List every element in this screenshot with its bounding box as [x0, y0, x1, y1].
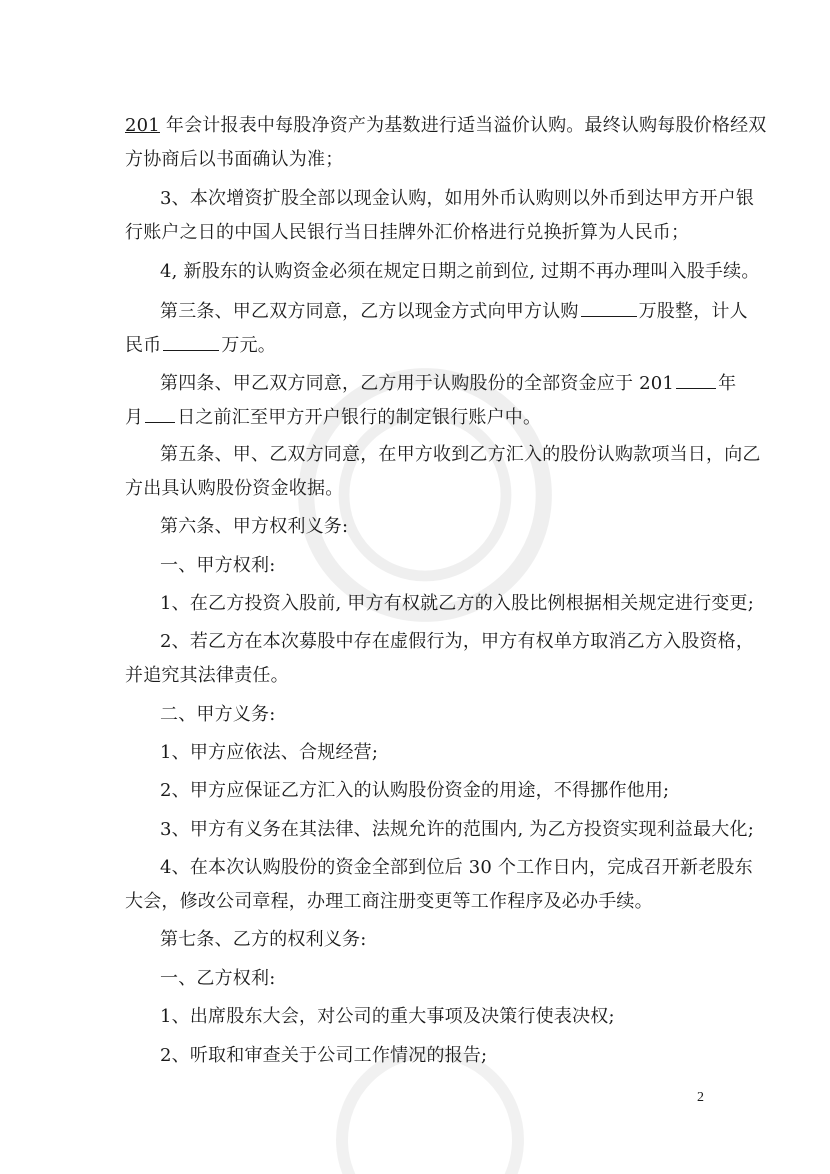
page-number: 2 — [697, 1090, 704, 1105]
text-line — [160, 554, 275, 578]
text-line — [160, 298, 748, 324]
text-segment: 第五条、甲、乙双方同意，在甲方收到乙方汇入的股份认购款项当日，向乙 — [160, 444, 761, 465]
fill-in-blank — [676, 370, 716, 389]
text-line — [160, 515, 348, 539]
text-segment: 一、甲方权利: — [160, 555, 276, 576]
text-segment: 2、若乙方在本次募股中存在虚假行为，甲方有权单方取消乙方入股资格， — [160, 631, 755, 652]
text-line — [160, 741, 378, 765]
text-segment: 第四条、甲乙双方同意，乙方用于认购股份的全部资金应于 201 — [160, 373, 675, 394]
text-segment: 1、在乙方投资入股前, 甲方有权就乙方的入股比例根据相关规定进行变更; — [160, 593, 754, 614]
text-segment: 4、在本次认购股份的资金全部到位后 30 个工作日内，完成召开新老股东 — [160, 857, 753, 878]
text-segment: 方协商后以书面确认为准； — [125, 149, 344, 170]
text-segment: 3、甲方有义务在其法律、法规允许的范围内, 为乙方投资实现利益最大化; — [160, 819, 754, 840]
text-line — [160, 592, 754, 616]
text-line — [160, 703, 275, 727]
text-segment: 大会，修改公司章程，办理工商注册变更等工作程序及必办手续。 — [125, 891, 653, 912]
text-segment: 并追究其法律责任。 — [125, 665, 289, 686]
text-segment: 行账户之日的中国人民银行当日挂牌外汇价格进行兑换折算为人民币； — [125, 222, 690, 243]
fill-in-blank — [163, 332, 219, 351]
text-segment: 第六条、甲方权利义务: — [160, 516, 349, 537]
text-segment: 第三条、甲乙双方同意，乙方以现金方式向甲方认购 — [160, 301, 579, 322]
text-line — [160, 187, 754, 211]
text-line — [125, 404, 541, 430]
text-line — [125, 148, 343, 172]
text-segment: 月 — [125, 407, 144, 428]
text-segment: 二、甲方义务: — [160, 704, 276, 725]
text-line — [160, 1005, 615, 1029]
text-line — [125, 477, 343, 501]
text-line — [160, 1044, 487, 1068]
text-segment: 一、乙方权利: — [160, 968, 276, 989]
text-segment: 3、本次增资扩股全部以现金认购，如用外币认购则以外币到达甲方开户银 — [160, 188, 755, 209]
text-segment: 第七条、乙方的权利义务: — [160, 929, 367, 950]
text-segment: 2、甲方应保证乙方汇入的认购股份资金的用途，不得挪作他用; — [160, 780, 670, 801]
text-segment: 民币 — [125, 335, 162, 356]
text-line — [160, 443, 761, 467]
text-line — [125, 114, 767, 138]
text-line — [160, 779, 669, 803]
text-line — [160, 260, 760, 284]
text-segment: 万股整，计人 — [638, 301, 748, 322]
text-segment: 万元。 — [221, 335, 277, 356]
text-segment: 2、听取和审查关于公司工作情况的报告; — [160, 1045, 488, 1066]
text-segment: 年会计报表中每股净资产为基数进行适当溢价认购。最终认购每股价格经双 — [159, 115, 767, 136]
fill-in-blank — [581, 298, 637, 317]
text-line — [125, 664, 289, 688]
text-segment: 4, 新股东的认购资金必须在规定日期之前到位, 过期不再办理叫入股手续。 — [160, 261, 760, 282]
text-line — [160, 967, 275, 991]
text-line — [160, 856, 753, 880]
text-line — [160, 630, 754, 654]
text-segment: 201 — [125, 115, 160, 136]
text-line — [125, 221, 689, 245]
text-line — [160, 928, 366, 952]
text-line — [160, 818, 754, 842]
text-segment: 方出具认购股份资金收据。 — [125, 478, 344, 499]
text-segment: 1、出席股东大会，对公司的重大事项及决策行使表决权; — [160, 1006, 615, 1027]
text-segment: 日之前汇至甲方开户银行的制定银行账户中。 — [177, 407, 542, 428]
text-line — [125, 332, 276, 358]
text-line — [160, 370, 736, 396]
fill-in-blank — [145, 404, 175, 423]
text-segment: 年 — [718, 373, 737, 394]
text-segment: 1、甲方应依法、合规经营; — [160, 742, 379, 763]
text-line — [125, 890, 653, 914]
